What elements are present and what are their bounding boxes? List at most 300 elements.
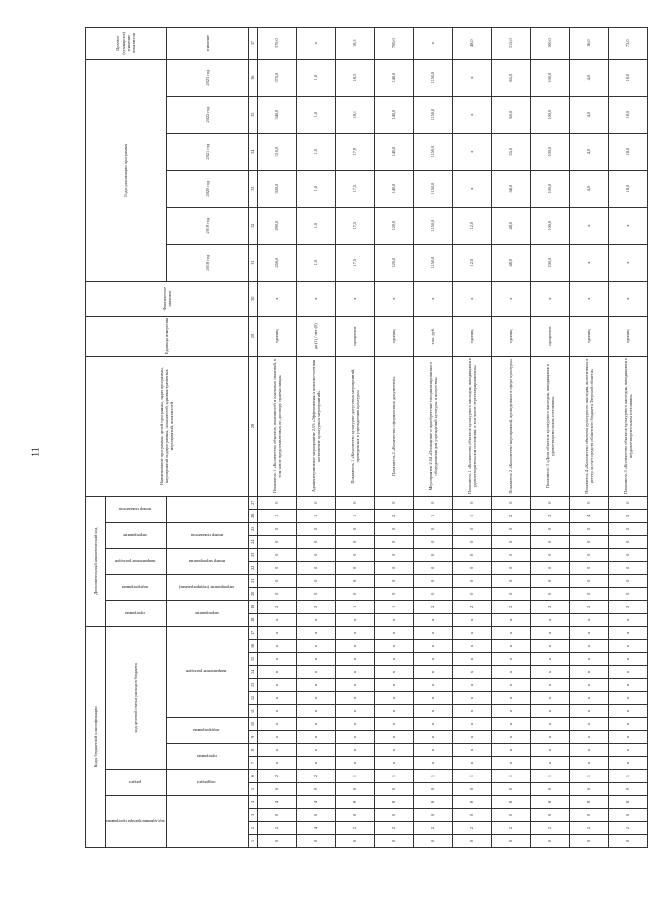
column-index-cell: 35: [248, 96, 257, 133]
year-value-cell: 100,0: [530, 133, 569, 170]
code-cell: 0: [413, 783, 452, 796]
code-cell: 0: [374, 783, 413, 796]
column-index-cell: 33: [248, 170, 257, 207]
code-cell: 1: [452, 770, 491, 783]
year-value-cell: 60,0: [491, 96, 530, 133]
header-unit: Единица измерения: [86, 316, 249, 356]
code-cell: 8: [374, 796, 413, 809]
header-year-3: 2020 год: [166, 170, 248, 207]
code-cell: x: [491, 679, 530, 692]
code-cell: 0: [413, 809, 452, 822]
code-cell: x: [608, 653, 647, 666]
header-subprogram: подпрограмма: [106, 574, 167, 600]
code-cell: x: [413, 613, 452, 626]
code-cell: x: [413, 666, 452, 679]
code-cell: x: [374, 679, 413, 692]
code-cell: 0: [296, 574, 335, 587]
code-cell: 8: [491, 796, 530, 809]
code-cell: 0: [374, 496, 413, 509]
code-cell: x: [569, 731, 608, 744]
code-cell: 0: [335, 496, 374, 509]
year-value-cell: 1150,0: [413, 96, 452, 133]
year-value-cell: 1150,0: [413, 133, 452, 170]
code-cell: 2: [530, 822, 569, 835]
year-value-cell: 48,0: [491, 207, 530, 244]
code-cell: x: [335, 679, 374, 692]
indicator-name-cell: Показатель 3 «Доля объектов культурного наследия, находящихся в удовлетворительном состоянии»: [530, 356, 569, 496]
code-cell: 0: [569, 783, 608, 796]
code-cell: 0: [491, 783, 530, 796]
year-value-cell: 120,0: [374, 207, 413, 244]
code-cell: 0: [257, 809, 296, 822]
column-index-cell: 36: [248, 59, 257, 96]
column-index-cell: 11: [248, 705, 257, 718]
year-value-cell: 18,0: [608, 170, 647, 207]
header-target: Целевое (суммарное) значение показателя: [86, 27, 167, 59]
subheader-subprogram: подпрограмма: [166, 718, 248, 744]
code-cell: x: [530, 757, 569, 770]
target-value-cell: x: [413, 27, 452, 59]
code-cell: 0: [608, 561, 647, 574]
code-cell: x: [569, 705, 608, 718]
code-cell: 0: [452, 535, 491, 548]
code-cell: 5: [608, 509, 647, 522]
code-cell: 0: [530, 809, 569, 822]
code-cell: 0: [335, 535, 374, 548]
code-cell: 8: [569, 796, 608, 809]
table-row: [569, 27, 608, 847]
code-cell: 2: [257, 600, 296, 613]
column-index-cell: 21: [248, 574, 257, 587]
code-cell: x: [530, 653, 569, 666]
code-cell: 0: [491, 496, 530, 509]
code-cell: 0: [569, 587, 608, 600]
code-cell: x: [491, 731, 530, 744]
year-value-cell: x: [452, 96, 491, 133]
year-value-cell: 140,0: [374, 133, 413, 170]
code-cell: 0: [452, 496, 491, 509]
code-cell: 2: [413, 822, 452, 835]
column-index-cell: 10: [248, 718, 257, 731]
column-index-cell: 4: [248, 796, 257, 809]
year-value-cell: x: [608, 207, 647, 244]
code-cell: 0: [296, 548, 335, 561]
code-cell: x: [530, 744, 569, 757]
code-cell: 0: [296, 835, 335, 848]
code-cell: x: [491, 705, 530, 718]
year-value-cell: 290,0: [257, 207, 296, 244]
code-cell: x: [608, 640, 647, 653]
code-cell: x: [530, 666, 569, 679]
year-value-cell: 140,0: [374, 96, 413, 133]
subheader-subsection: подраздел: [166, 770, 248, 796]
column-index-cell: 37: [248, 27, 257, 59]
code-cell: 1: [296, 509, 335, 522]
code-cell: x: [452, 705, 491, 718]
code-cell: x: [530, 613, 569, 626]
target-value-cell: 100,0: [530, 27, 569, 59]
code-cell: 1: [335, 509, 374, 522]
header-year-4: 2021 год: [166, 133, 248, 170]
code-cell: x: [569, 626, 608, 639]
code-cell: 2: [296, 770, 335, 783]
code-cell: x: [296, 666, 335, 679]
code-cell: x: [374, 626, 413, 639]
code-cell: 8: [530, 796, 569, 809]
code-cell: x: [296, 679, 335, 692]
code-cell: 1: [530, 770, 569, 783]
code-cell: x: [296, 731, 335, 744]
code-cell: x: [608, 692, 647, 705]
code-cell: x: [452, 692, 491, 705]
table-row: [257, 27, 296, 847]
code-cell: x: [413, 679, 452, 692]
code-cell: 2: [491, 822, 530, 835]
year-value-cell: 100,0: [530, 96, 569, 133]
code-cell: x: [257, 679, 296, 692]
code-cell: x: [335, 626, 374, 639]
code-cell: 0: [530, 496, 569, 509]
code-cell: x: [335, 653, 374, 666]
code-cell: 0: [296, 561, 335, 574]
code-cell: x: [530, 705, 569, 718]
code-cell: 0: [530, 587, 569, 600]
code-cell: x: [569, 666, 608, 679]
code-cell: x: [452, 613, 491, 626]
column-index-cell: 2: [248, 822, 257, 835]
code-cell: x: [491, 640, 530, 653]
column-index-cell: 6: [248, 770, 257, 783]
unit-cell: единиц: [569, 316, 608, 356]
header-name: Наименование программы, целей программы, задач программы, мероприятий подпрограммы, показателей, административных мероприятий, показателей: [86, 356, 249, 496]
code-cell: x: [569, 679, 608, 692]
code-cell: x: [452, 666, 491, 679]
code-cell: 0: [257, 783, 296, 796]
code-cell: x: [530, 640, 569, 653]
fact-cell: x: [530, 281, 569, 316]
code-cell: x: [257, 613, 296, 626]
code-cell: 0: [335, 574, 374, 587]
subheader-admin: [166, 796, 248, 848]
code-cell: x: [413, 640, 452, 653]
code-cell: x: [296, 718, 335, 731]
code-cell: 0: [374, 561, 413, 574]
code-cell: x: [413, 705, 452, 718]
code-cell: x: [257, 744, 296, 757]
code-cell: x: [374, 757, 413, 770]
code-cell: 0: [257, 496, 296, 509]
code-cell: 0: [452, 835, 491, 848]
year-value-cell: x: [452, 170, 491, 207]
fact-cell: x: [569, 281, 608, 316]
indicator-name-cell: Показатель 2 «Количество мероприятий, проведенных в сфере культуры»: [491, 356, 530, 496]
code-cell: 0: [569, 548, 608, 561]
year-value-cell: 100,0: [530, 244, 569, 281]
header-program: программа: [106, 600, 167, 626]
year-value-cell: 65,0: [491, 59, 530, 96]
code-cell: 0: [491, 548, 530, 561]
column-index-cell: 31: [248, 244, 257, 281]
year-value-cell: 140,0: [374, 170, 413, 207]
year-value-cell: 17,5: [335, 207, 374, 244]
code-cell: 0: [452, 587, 491, 600]
fact-cell: x: [452, 281, 491, 316]
year-value-cell: 370,0: [257, 59, 296, 96]
code-cell: 0: [530, 783, 569, 796]
header-indicator-number: номер показателя: [106, 496, 167, 522]
code-cell: 0: [452, 783, 491, 796]
target-value-cell: 16,0: [569, 27, 608, 59]
code-cell: x: [374, 692, 413, 705]
year-value-cell: 18,0: [608, 96, 647, 133]
code-cell: 8: [452, 796, 491, 809]
unit-cell: да (1) / нет (0): [296, 316, 335, 356]
code-cell: x: [569, 653, 608, 666]
code-cell: 0: [374, 809, 413, 822]
code-cell: x: [296, 653, 335, 666]
year-value-cell: 55,0: [491, 133, 530, 170]
code-cell: x: [608, 718, 647, 731]
code-cell: 2: [491, 600, 530, 613]
code-cell: x: [374, 744, 413, 757]
code-cell: x: [608, 744, 647, 757]
column-index-cell: 3: [248, 809, 257, 822]
column-index-cell: 19: [248, 600, 257, 613]
code-cell: x: [491, 653, 530, 666]
year-value-cell: 1,0: [296, 59, 335, 96]
year-value-cell: 1,0: [296, 207, 335, 244]
code-cell: 0: [608, 574, 647, 587]
year-value-cell: x: [569, 207, 608, 244]
code-cell: x: [530, 626, 569, 639]
code-cell: 0: [452, 561, 491, 574]
code-cell: 1: [335, 600, 374, 613]
year-value-cell: 1,0: [296, 133, 335, 170]
code-cell: 4: [569, 509, 608, 522]
code-cell: x: [569, 757, 608, 770]
unit-cell: единиц: [452, 316, 491, 356]
year-value-cell: 100,0: [530, 207, 569, 244]
code-cell: 0: [530, 548, 569, 561]
column-index-cell: 30: [248, 281, 257, 316]
fact-cell: x: [491, 281, 530, 316]
code-cell: 2: [257, 822, 296, 835]
code-cell: 0: [413, 522, 452, 535]
code-cell: x: [296, 613, 335, 626]
code-cell: 0: [452, 522, 491, 535]
code-cell: 0: [569, 522, 608, 535]
code-cell: 0: [374, 835, 413, 848]
fact-cell: x: [413, 281, 452, 316]
code-cell: x: [413, 757, 452, 770]
code-cell: x: [608, 626, 647, 639]
code-cell: 1: [491, 770, 530, 783]
header-year-2: 2019 год: [166, 207, 248, 244]
header-section: раздел: [106, 770, 167, 796]
code-cell: 0: [413, 574, 452, 587]
code-cell: 0: [374, 522, 413, 535]
year-value-cell: 1,0: [296, 244, 335, 281]
column-index-cell: 18: [248, 613, 257, 626]
code-cell: 0: [335, 522, 374, 535]
year-value-cell: x: [452, 59, 491, 96]
code-cell: 2: [374, 509, 413, 522]
code-cell: x: [491, 718, 530, 731]
column-index-cell: 28: [248, 356, 257, 496]
code-cell: x: [491, 757, 530, 770]
header-activity: мероприятие: [106, 522, 167, 548]
code-cell: 1: [413, 770, 452, 783]
code-cell: 8: [413, 796, 452, 809]
code-cell: x: [452, 744, 491, 757]
code-cell: x: [413, 744, 452, 757]
code-cell: 0: [530, 561, 569, 574]
column-index-cell: 27: [248, 496, 257, 509]
code-cell: x: [452, 640, 491, 653]
code-cell: x: [569, 718, 608, 731]
code-cell: x: [335, 757, 374, 770]
year-value-cell: 56,0: [491, 170, 530, 207]
fact-cell: x: [257, 281, 296, 316]
year-value-cell: 12,0: [452, 207, 491, 244]
code-cell: x: [608, 731, 647, 744]
column-index-cell: 32: [248, 207, 257, 244]
code-cell: x: [257, 653, 296, 666]
indicator-name-cell: Показатель 1 «Количество объектов, показателей и плановых значений, в том числе предоставленных по договору приема пищи»: [257, 356, 296, 496]
table-row: [335, 27, 374, 847]
code-cell: 0: [491, 809, 530, 822]
indicator-name-cell: Мероприятие 2.04 «Оснащение и приобретение специализированного оборудования для учреждений культуры и искусства»: [413, 356, 452, 496]
header-year-5: 2022 год: [166, 96, 248, 133]
target-value-cell: x: [296, 27, 335, 59]
column-index-cell: 15: [248, 653, 257, 666]
subheader-indicator-number: номер показателя: [166, 522, 248, 548]
code-cell: 0: [530, 522, 569, 535]
rotated-table-container: [85, 31, 633, 848]
code-cell: 0: [569, 496, 608, 509]
code-cell: 2: [452, 600, 491, 613]
code-cell: x: [530, 692, 569, 705]
column-index-cell: 14: [248, 666, 257, 679]
code-cell: x: [296, 626, 335, 639]
year-value-cell: x: [452, 133, 491, 170]
code-cell: x: [257, 692, 296, 705]
header-activity-direction: направление расходов: [106, 548, 167, 574]
target-value-cell: 700,0: [374, 27, 413, 59]
year-value-cell: 18,0: [608, 133, 647, 170]
code-cell: 0: [374, 574, 413, 587]
code-cell: x: [452, 679, 491, 692]
code-cell: 0: [257, 835, 296, 848]
code-cell: 1: [452, 509, 491, 522]
code-cell: x: [257, 757, 296, 770]
code-cell: x: [374, 640, 413, 653]
code-cell: x: [335, 666, 374, 679]
fact-cell: x: [374, 281, 413, 316]
header-admin-code: код администратора программы: [106, 796, 167, 848]
year-value-cell: 18,3: [335, 59, 374, 96]
year-value-cell: 17,9: [335, 133, 374, 170]
subheader-activity-number: номер мероприятия: [166, 548, 248, 574]
code-cell: x: [608, 757, 647, 770]
page-number: 11: [30, 447, 42, 457]
code-cell: x: [452, 731, 491, 744]
code-cell: x: [374, 666, 413, 679]
code-cell: 0: [296, 783, 335, 796]
unit-cell: процентов: [335, 316, 374, 356]
target-value-cell: 370,0: [257, 27, 296, 59]
code-cell: 0: [491, 535, 530, 548]
column-index-cell: 26: [248, 509, 257, 522]
code-cell: x: [413, 626, 452, 639]
code-cell: 0: [569, 535, 608, 548]
code-cell: 0: [374, 548, 413, 561]
column-index-cell: 12: [248, 692, 257, 705]
code-cell: 2: [530, 600, 569, 613]
year-value-cell: 1150,0: [413, 59, 452, 96]
code-cell: x: [452, 626, 491, 639]
code-cell: x: [569, 744, 608, 757]
code-cell: x: [530, 731, 569, 744]
unit-cell: единиц: [608, 316, 647, 356]
code-cell: x: [335, 731, 374, 744]
target-value-cell: 48,0: [452, 27, 491, 59]
code-cell: 2: [374, 822, 413, 835]
code-cell: 0: [608, 835, 647, 848]
fact-cell: x: [335, 281, 374, 316]
year-value-cell: 1,0: [296, 96, 335, 133]
year-value-cell: 140,0: [374, 59, 413, 96]
year-value-cell: 4,0: [569, 96, 608, 133]
table-row: [296, 27, 335, 847]
year-value-cell: 250,0: [257, 244, 296, 281]
subheader-activity: мероприятие: [166, 600, 248, 626]
code-cell: 0: [452, 809, 491, 822]
code-cell: x: [296, 757, 335, 770]
code-cell: 0: [296, 587, 335, 600]
year-value-cell: 48,0: [491, 244, 530, 281]
code-cell: 0: [257, 587, 296, 600]
code-cell: x: [413, 653, 452, 666]
code-cell: 8: [608, 796, 647, 809]
column-index-cell: 17: [248, 626, 257, 639]
code-cell: 0: [257, 561, 296, 574]
year-value-cell: 100,0: [530, 170, 569, 207]
column-index-cell: 29: [248, 316, 257, 356]
code-cell: x: [452, 757, 491, 770]
code-cell: 0: [530, 574, 569, 587]
code-cell: x: [335, 692, 374, 705]
code-cell: 2: [608, 600, 647, 613]
year-value-cell: 12,0: [452, 244, 491, 281]
code-cell: 0: [452, 548, 491, 561]
year-value-cell: 310,0: [257, 133, 296, 170]
code-cell: 0: [335, 835, 374, 848]
code-cell: x: [413, 731, 452, 744]
subheader-extra: [166, 496, 248, 522]
table-row: [608, 27, 647, 847]
code-cell: 2: [257, 770, 296, 783]
code-cell: x: [491, 692, 530, 705]
code-cell: 0: [413, 561, 452, 574]
code-cell: 0: [530, 535, 569, 548]
code-cell: x: [374, 613, 413, 626]
code-cell: 0: [608, 496, 647, 509]
code-cell: 0: [413, 496, 452, 509]
code-cell: 2: [452, 822, 491, 835]
year-value-cell: 300,0: [257, 170, 296, 207]
header-years-title: Годы реализации программы: [86, 59, 167, 281]
